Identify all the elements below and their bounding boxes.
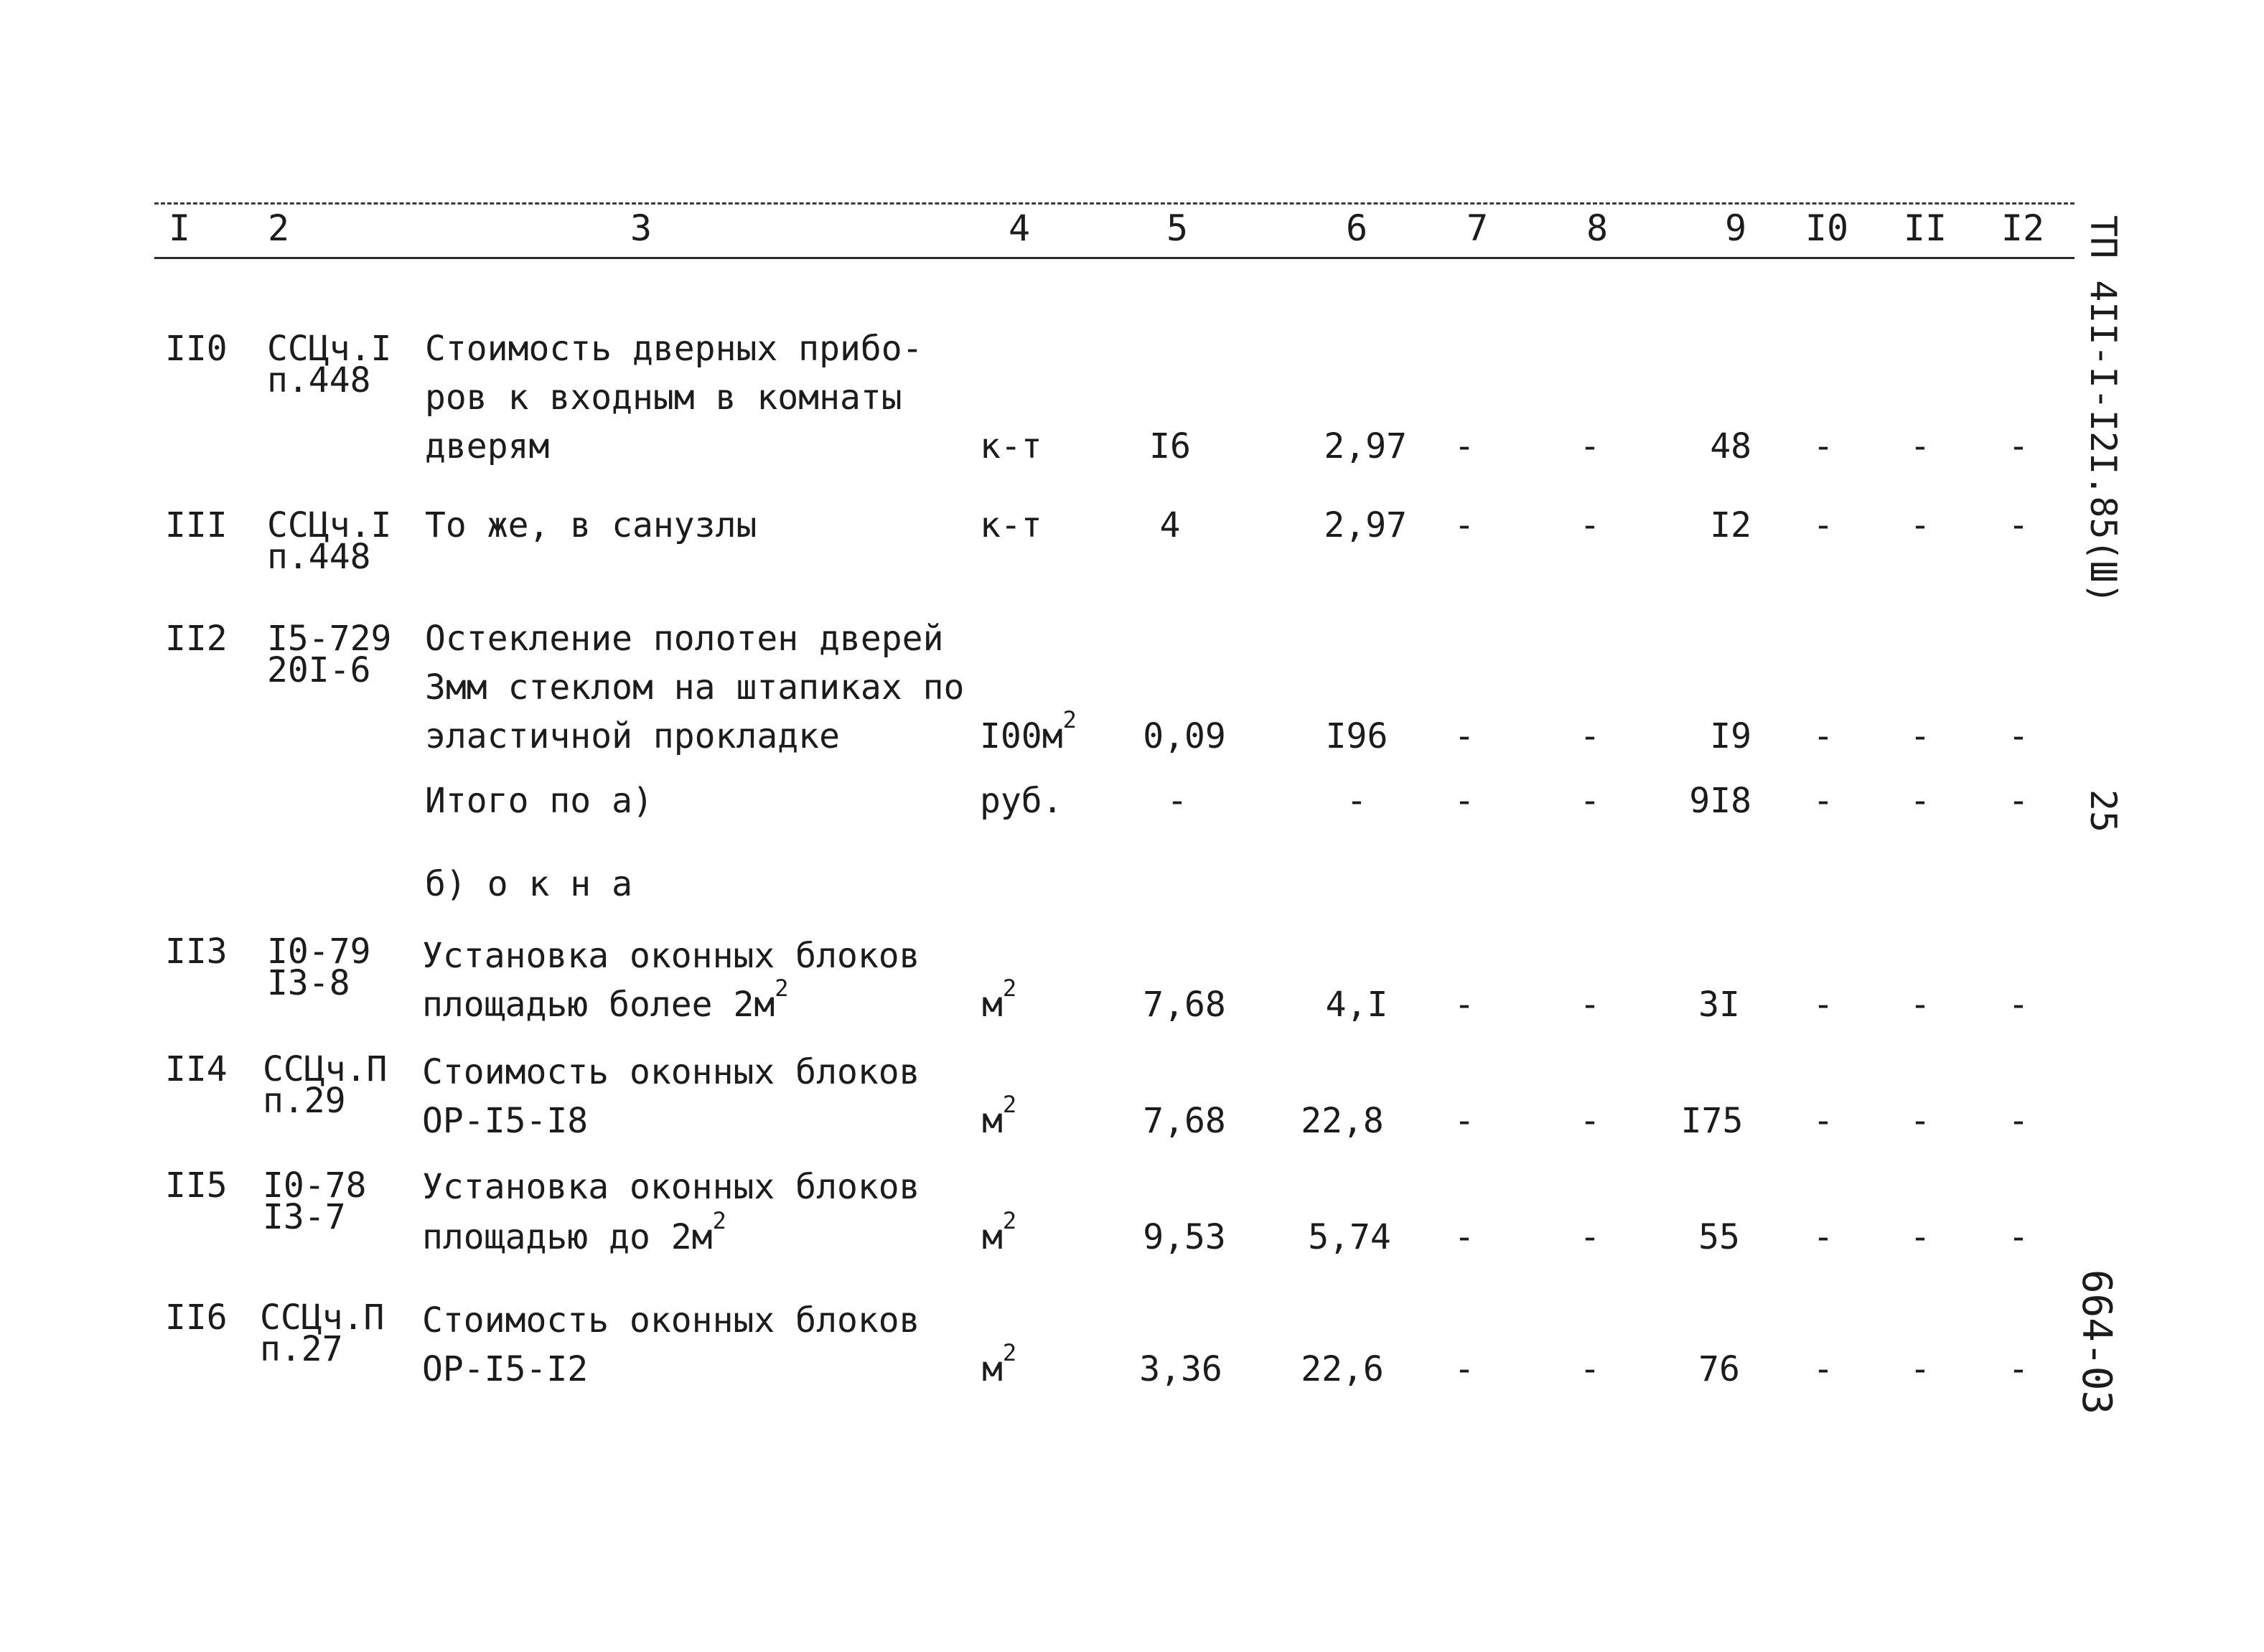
row-desc-line2	[422, 975, 789, 1029]
row-unit	[980, 706, 1077, 761]
row-col8: -	[1579, 1349, 1601, 1389]
row-col6: 2,97	[1324, 426, 1407, 466]
row-desc-line1: Остекление полотен дверей	[425, 619, 944, 659]
row-desc-text: площадью более 2м	[422, 985, 775, 1025]
row-col7: -	[1454, 426, 1475, 466]
row-unit-text: I00м	[980, 716, 1063, 756]
row-col12: -	[2008, 781, 2029, 821]
archive-number: 664-03	[2073, 1269, 2120, 1415]
row-col8: -	[1579, 505, 1601, 545]
row-unit-text: м	[982, 1101, 1003, 1141]
row-col11: -	[1909, 426, 1931, 466]
row-col8: -	[1579, 1101, 1601, 1141]
document-code: ТП 4II-I-I2I.85(Ш)	[2082, 215, 2124, 604]
row-desc-line1: Установка оконных блоков	[422, 936, 920, 976]
row-unit	[982, 1091, 1017, 1145]
row-col12: -	[2008, 716, 2029, 756]
row-unit-sup: 2	[1002, 1091, 1017, 1118]
row-col9: I9	[1710, 716, 1751, 756]
row-col5: 3,36	[1139, 1349, 1222, 1389]
row-col8: -	[1579, 716, 1601, 756]
row-col7: -	[1454, 1217, 1475, 1257]
row-col12: -	[2008, 985, 2029, 1025]
row-col6: 5,74	[1308, 1217, 1391, 1257]
row-code-line1: ССЦч.П	[263, 1049, 388, 1089]
row-code-line2: п.448	[267, 537, 371, 577]
row-code-line2: п.448	[267, 360, 371, 400]
row-desc-line2: ров к входным в комнаты	[425, 377, 902, 418]
row-col6: 22,8	[1301, 1101, 1384, 1141]
row-desc-line2	[422, 1207, 726, 1262]
row-col5: -	[1166, 781, 1188, 821]
row-number: II4	[165, 1049, 228, 1089]
row-unit	[982, 975, 1017, 1029]
row-code-line1: I0-78	[263, 1165, 367, 1206]
row-col9: I2	[1710, 505, 1751, 545]
row-col10: -	[1812, 716, 1834, 756]
row-code-line2: п.27	[260, 1329, 343, 1369]
row-col12: -	[2008, 1101, 2029, 1141]
row-desc-line1: Стоимость дверных прибо-	[425, 329, 923, 369]
row-desc-line2: ОР-I5-I8	[422, 1101, 589, 1141]
row-col7: -	[1454, 505, 1475, 545]
row-unit-text: м	[982, 985, 1003, 1025]
row-col6: -	[1346, 781, 1367, 821]
row-unit-sup: 2	[1002, 1207, 1017, 1234]
row-col11: -	[1909, 1217, 1931, 1257]
row-unit	[980, 776, 1063, 825]
header-top-rule	[154, 202, 2074, 205]
row-number: II6	[165, 1297, 228, 1338]
row-col6: I96	[1325, 716, 1388, 756]
row-desc-sup: 2	[775, 975, 789, 1002]
row-number: II0	[165, 329, 228, 369]
row-col10: -	[1812, 781, 1834, 821]
row-desc-line2: 3мм стеклом на штапиках по	[425, 667, 965, 708]
row-col9: I75	[1680, 1101, 1744, 1141]
row-desc-line3: эластичной прокладке	[425, 716, 840, 756]
estimate-page: I 2 3 4 5 6 7 8 9 I0 II I2 II0 ССЦч.I п.448 Стоимость дверных прибо- ров к входным в комнаты дверям к-т I6 2,97 - - 48 - - - III ССЦч.I п.448 То же, в санузлы к-т 4 2,97 - - I2 - - - II2 I5-729 20I-6 Остекление полотен дверей 3мм стеклом на штапиках по эластичной прокладке $I00м^2$ 0,09 I96 - - I9 - - - Итого по а) руб. - - - - 9I8 - - - б) о к н а II3 I0-79 I3-8 Установка оконных блоков площадью более $2м^2$ $м^2$ 7,68 4,I - - 3I - - - II4 ССЦч.П п.29 Стоимость оконных блоков ОР-I5-I8 $м^2$ 7,68 22,8 - - I75 - - - II5 I0-78 I3-7 Установка оконных блоков площадью до $2м^2$ $м^2$ 9,53 5,74 - - 55 - - - II6 ССЦч.П п.27 Стоимость оконных блоков ОР-I5-I2 $м^2$ 3,36 22,6 - - 76 - - - ТП 4II-I-I2I.85(Ш) 25 664-03	[0, 0, 2264, 1652]
row-unit-text: м	[982, 1349, 1003, 1389]
row-desc-sup: 2	[712, 1207, 726, 1234]
row-col7: -	[1454, 985, 1475, 1025]
row-col5: I6	[1149, 426, 1191, 466]
row-col5: 0,09	[1143, 716, 1226, 756]
row-col5: 7,68	[1143, 1101, 1226, 1141]
row-unit-sup: 2	[1002, 1339, 1017, 1366]
row-col11: -	[1909, 1101, 1931, 1141]
page-number: 25	[2082, 789, 2124, 833]
row-col10: -	[1812, 1217, 1834, 1257]
row-code-line1: I0-79	[267, 931, 371, 972]
row-col10: -	[1812, 1349, 1834, 1389]
row-code-line2: I3-7	[263, 1197, 346, 1237]
row-desc-line1: Стоимость оконных блоков	[422, 1300, 920, 1341]
row-col10: -	[1812, 426, 1834, 466]
header-bottom-rule	[154, 257, 2074, 259]
row-unit	[982, 1339, 1017, 1394]
row-col7: -	[1454, 1349, 1475, 1389]
row-col9: 76	[1698, 1349, 1740, 1389]
row-col11: -	[1909, 505, 1931, 545]
row-number: II5	[165, 1165, 228, 1206]
row-code-line2: I3-8	[267, 963, 350, 1003]
row-number: II2	[165, 619, 228, 659]
row-col11: -	[1909, 985, 1931, 1025]
row-col5: 4	[1159, 505, 1181, 545]
row-desc-line1: Итого по а)	[425, 781, 653, 821]
row-unit-text: руб.	[980, 781, 1063, 821]
row-col5: 9,53	[1143, 1217, 1226, 1257]
row-col7: -	[1454, 716, 1475, 756]
row-unit	[982, 1207, 1017, 1262]
row-code-line1: ССЦч.I	[267, 505, 392, 545]
row-desc-line3: дверям	[425, 426, 550, 466]
row-desc-text: площадью до 2м	[422, 1217, 713, 1257]
row-col9: 3I	[1698, 985, 1740, 1025]
row-col7: -	[1454, 1101, 1475, 1141]
row-col8: -	[1579, 985, 1601, 1025]
row-code-line2: п.29	[263, 1081, 346, 1121]
row-col8: -	[1579, 1217, 1601, 1257]
row-col12: -	[2008, 1349, 2029, 1389]
row-code-line1: ССЦч.I	[267, 329, 392, 369]
row-code-line1: I5-729	[267, 619, 392, 659]
row-col12: -	[2008, 426, 2029, 466]
row-col5: 7,68	[1143, 985, 1226, 1025]
section-heading: б) о к н а	[425, 864, 632, 904]
row-desc-line1: То же, в санузлы	[425, 505, 757, 545]
row-unit-sup: 2	[1062, 706, 1077, 733]
row-unit	[980, 501, 1042, 550]
row-col12: -	[2008, 1217, 2029, 1257]
row-number: II3	[165, 931, 228, 972]
row-col9: 48	[1710, 426, 1751, 466]
row-col11: -	[1909, 1349, 1931, 1389]
row-col10: -	[1812, 1101, 1834, 1141]
row-col9: 55	[1698, 1217, 1740, 1257]
row-number: III	[165, 505, 228, 545]
row-col11: -	[1909, 716, 1931, 756]
row-col6: 22,6	[1301, 1349, 1384, 1389]
row-code-line2: 20I-6	[267, 650, 371, 690]
row-col8: -	[1579, 426, 1601, 466]
row-col6: 2,97	[1324, 505, 1407, 545]
row-desc-line1: Установка оконных блоков	[422, 1167, 920, 1207]
row-col10: -	[1812, 505, 1834, 545]
row-unit-text: м	[982, 1217, 1003, 1257]
row-unit-text: к-т	[980, 426, 1042, 466]
row-col12: -	[2008, 505, 2029, 545]
row-col8: -	[1579, 781, 1601, 821]
row-col7: -	[1454, 781, 1475, 821]
row-desc-line1: Стоимость оконных блоков	[422, 1052, 920, 1092]
row-col6: 4,I	[1325, 985, 1388, 1025]
row-unit-text: к-т	[980, 505, 1042, 545]
row-desc-line2: ОР-I5-I2	[422, 1349, 589, 1389]
row-code-line1: ССЦч.П	[260, 1297, 385, 1338]
row-unit	[980, 422, 1042, 471]
row-col10: -	[1812, 985, 1834, 1025]
row-col9: 9I8	[1689, 781, 1751, 821]
row-unit-sup: 2	[1002, 975, 1017, 1002]
row-col11: -	[1909, 781, 1931, 821]
